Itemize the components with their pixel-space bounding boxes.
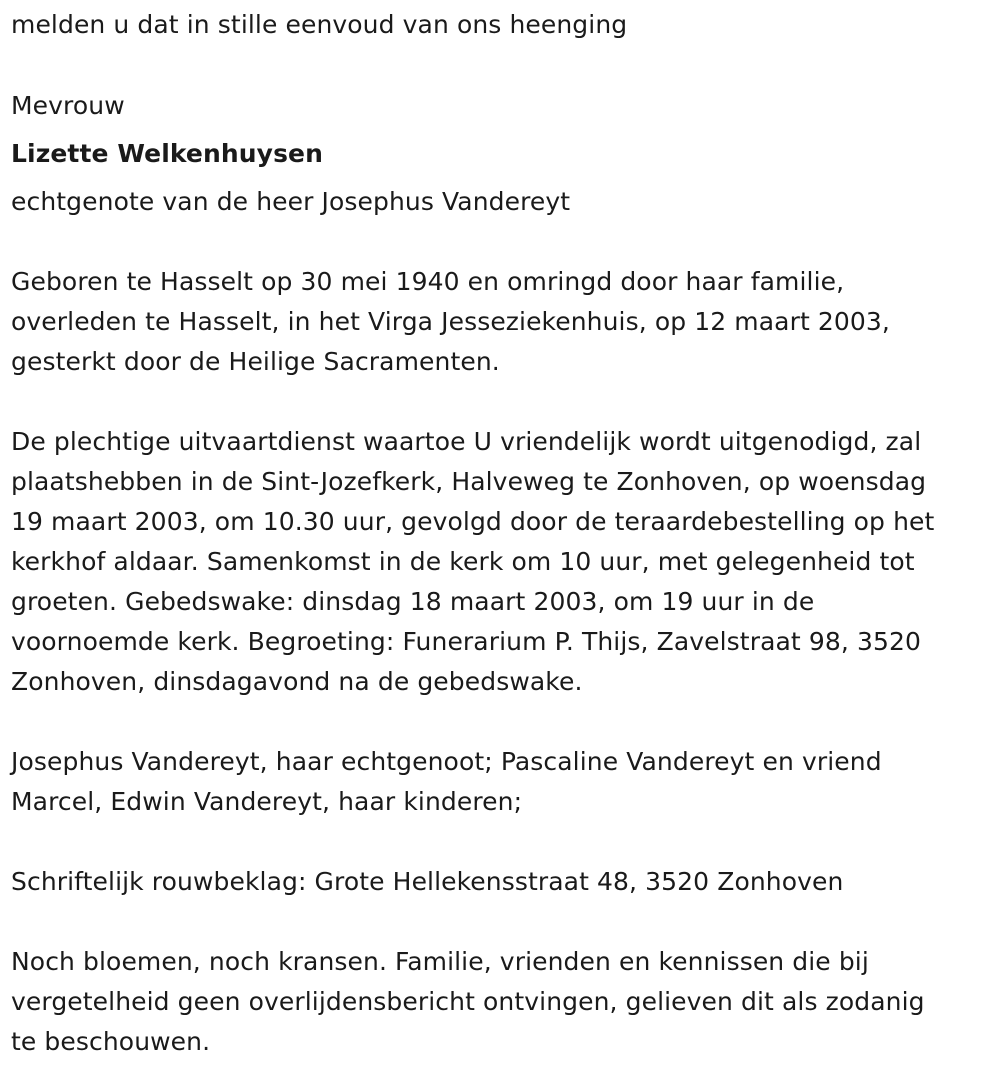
birth-death-line: Geboren te Hasselt op 30 mei 1940 en omringd door haar familie, bbox=[11, 267, 845, 296]
closing-line: Noch bloemen, noch kransen. Familie, vrienden en kennissen die bij bbox=[11, 947, 869, 976]
birth-death-line: gesterkt door de Heilige Sacramenten. bbox=[11, 347, 500, 376]
funeral-line: plaatshebben in de Sint-Jozefkerk, Halveweg te Zonhoven, op woensdag bbox=[11, 467, 927, 496]
intro-line: melden u dat in stille eenvoud van ons heenging bbox=[11, 10, 628, 39]
funeral-line: kerkhof aldaar. Samenkomst in de kerk om 10 uur, met gelegenheid tot bbox=[11, 547, 915, 576]
birth-death-line: overleden te Hasselt, in het Virga Jesseziekenhuis, op 12 maart 2003, bbox=[11, 307, 890, 336]
family-line: Marcel, Edwin Vandereyt, haar kinderen; bbox=[11, 787, 523, 816]
spouse-line: echtgenote van de heer Josephus Vandereyt bbox=[11, 187, 571, 216]
condolences-line: Schriftelijk rouwbeklag: Grote Hellekensstraat 48, 3520 Zonhoven bbox=[11, 867, 844, 896]
deceased-name: Lizette Welkenhuysen bbox=[11, 139, 324, 168]
closing-line: vergetelheid geen overlijdensbericht ontvingen, gelieven dit als zodanig bbox=[11, 987, 925, 1016]
funeral-line: voornoemde kerk. Begroeting: Funerarium P. Thijs, Zavelstraat 98, 3520 bbox=[11, 627, 921, 656]
funeral-line: De plechtige uitvaartdienst waartoe U vriendelijk wordt uitgenodigd, zal bbox=[11, 427, 922, 456]
closing-line: te beschouwen. bbox=[11, 1027, 211, 1056]
family-line: Josephus Vandereyt, haar echtgenoot; Pascaline Vandereyt en vriend bbox=[11, 747, 882, 776]
funeral-line: groeten. Gebedswake: dinsdag 18 maart 2003, om 19 uur in de bbox=[11, 587, 815, 616]
funeral-line: Zonhoven, dinsdagavond na de gebedswake. bbox=[11, 667, 583, 696]
funeral-line: 19 maart 2003, om 10.30 uur, gevolgd door de teraardebestelling op het bbox=[11, 507, 935, 536]
deceased-title: Mevrouw bbox=[11, 91, 125, 120]
